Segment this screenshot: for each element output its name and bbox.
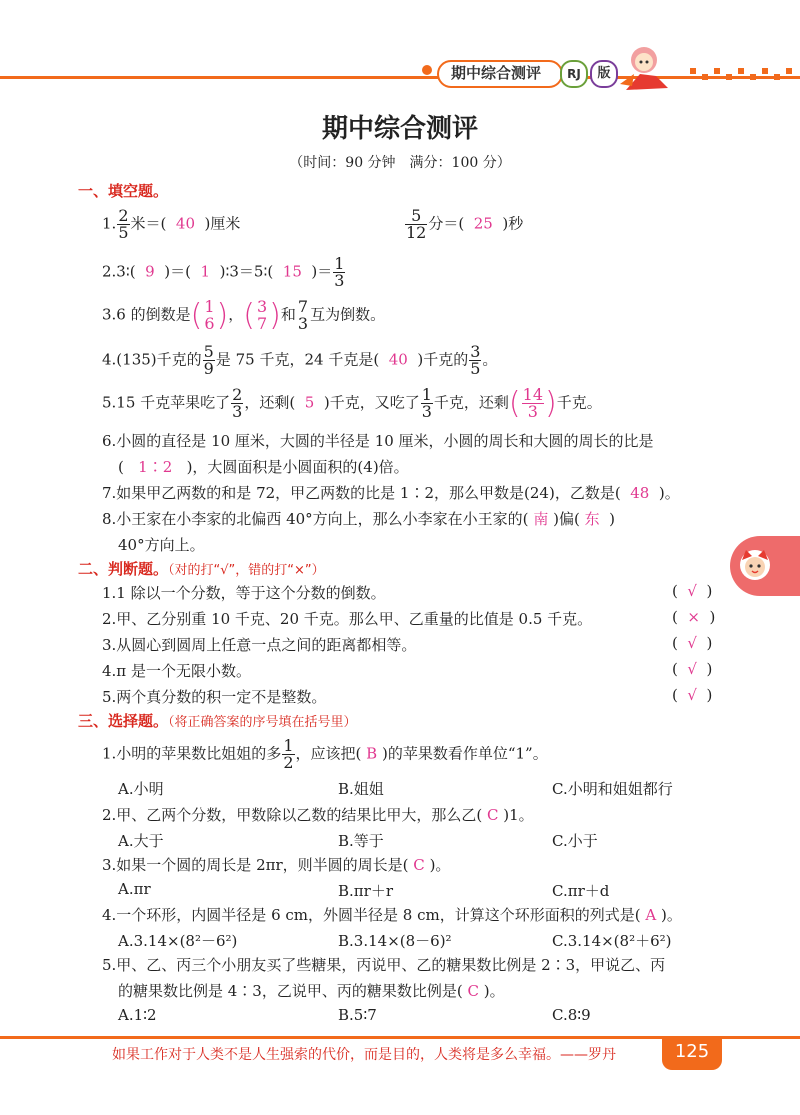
q6-line2: ( 1∶2 )，大圆面积是小圆面积的(4)倍。 [118, 458, 409, 476]
fraction: $\frac{3}{5}$ [470, 342, 481, 378]
answer: 40 [175, 214, 195, 233]
section2-heading: 二、判断题。（对的打“√”，错的打“×”） [78, 560, 325, 578]
answer: C [467, 982, 479, 1000]
s3-q5-line2: 的糖果数比例是 4∶3，乙说甲、丙的糖果数比例是( C )。 [118, 982, 505, 1000]
q1-fill-b: $\frac{5}{12}$ 分＝( 25 )秒 [406, 206, 524, 242]
judgement-item: 1.1 除以一个分数，等于这个分数的倒数。 [102, 584, 386, 602]
answer-mark: √ [687, 634, 697, 652]
option-b: B.姐姐 [338, 780, 384, 798]
q1-fill: 1. $\frac{2}{5}$ 米＝( 40 )厘米 [102, 206, 241, 242]
fraction: $\frac{5}{12}$ [406, 206, 427, 242]
fraction: 7 3 [297, 297, 309, 333]
judgement-answer: ( × ) [672, 608, 716, 626]
answer: A [645, 906, 657, 924]
banner-text: 期中综合测评 [451, 64, 542, 82]
judgement-answer: ( √ ) [672, 660, 713, 678]
answer: 东 [584, 510, 600, 528]
footer-quote: 如果工作对于人类不是人生强索的代价，而是目的，人类将是多么幸福。——罗丹 [112, 1047, 616, 1063]
s3-q4: 4.一个环形，内圆半径是 6 cm，外圆半径是 8 cm，计算这个环形面积的列式是( A )。 [102, 906, 682, 924]
judgement-item: 4.π 是一个无限小数。 [102, 662, 251, 680]
answer-mark: × [687, 608, 700, 626]
option-a: A.大于 [118, 832, 164, 850]
answer: 5 [304, 393, 315, 412]
answer: 48 [630, 484, 650, 502]
checker-pattern-icon [690, 68, 800, 80]
option-b: B.πr＋r [338, 882, 393, 900]
answer: 1 [200, 262, 211, 281]
s3-q5-line1: 5.甲、乙、丙三个小朋友买了些糖果，丙说甲、乙的糖果数比例是 2∶3，甲说乙、丙 [102, 956, 666, 974]
fraction: $\frac{1}{3}$ [421, 385, 432, 421]
answer: 9 [145, 262, 155, 281]
fraction: $\frac{1}{2}$ [283, 736, 294, 772]
page-number-tab [662, 1036, 722, 1070]
answer-fraction: 1 6 [204, 297, 215, 333]
answer: 南 [533, 510, 549, 528]
option-a: A.小明 [118, 780, 164, 798]
fraction: $\frac{2}{3}$ [232, 385, 243, 421]
option-c: C.小明和姐姐都行 [552, 780, 673, 798]
option-a: A.πr [118, 880, 151, 898]
answer-mark: √ [687, 686, 697, 704]
badge-rj: RJ [560, 60, 588, 88]
option-c: C.8∶9 [552, 1006, 591, 1024]
banner-dot-icon [422, 65, 432, 75]
q3-fill: 3.6 的倒数是( 1 6 )，( 3 7 )和 7 3 互为倒数。 [102, 297, 386, 333]
option-b: B.5∶7 [338, 1006, 377, 1024]
option-b: B.等于 [338, 832, 384, 850]
option-b: B.3.14×(8－6)² [338, 932, 452, 950]
q7-fill: 7.如果甲乙两数的和是 72，甲乙两数的比是 1∶2，那么甲数是(24)，乙数是( 48 )。 [102, 484, 680, 502]
answer: 25 [473, 214, 493, 233]
answer: B [366, 744, 378, 763]
fraction: $\frac{5}{9}$ [203, 342, 214, 378]
fraction: $\frac{2}{5}$ [118, 206, 129, 242]
judgement-answer: ( √ ) [672, 686, 713, 704]
q5-fill: 5.15 千克苹果吃了 $\frac{2}{3}$ ，还剩( 5 )千克，又吃了 $\frac{1}{3}$ 千克，还剩( $\frac{14}{3}$ )千克。 [102, 385, 602, 421]
header-bar [0, 0, 800, 95]
judgement-answer: ( √ ) [672, 582, 713, 600]
q8-line2: 40°方向上。 [118, 536, 205, 554]
answer: 15 [282, 262, 302, 281]
judgement-item: 5.两个真分数的积一定不是整数。 [102, 688, 327, 706]
option-a: A.1∶2 [118, 1006, 157, 1024]
s3-q1: 1.小明的苹果数比姐姐的多 $\frac{1}{2}$ ，应该把( B )的苹果数看作单位“1”。 [102, 736, 548, 772]
answer-fraction: $\frac{14}{3}$ [522, 385, 543, 421]
header-divider [0, 76, 800, 79]
answer-mark: √ [687, 660, 697, 678]
s3-q3: 3.如果一个圆的周长是 2πr，则半圆的周长是( C )。 [102, 856, 451, 874]
answer: 1∶2 [138, 458, 173, 476]
judgement-answer: ( √ ) [672, 634, 713, 652]
answer: C [413, 856, 425, 874]
answer: 40 [388, 350, 408, 369]
mascot-face-icon [738, 548, 772, 582]
section3-heading: 三、选择题。（将正确答案的序号填在括号里） [78, 712, 357, 730]
badge-ban: 版 [590, 60, 618, 88]
judgement-item: 2.甲、乙分别重 10 千克、20 千克。那么甲、乙重量的比值是 0.5 千克。 [102, 610, 593, 628]
fraction: $\frac{1}{3}$ [334, 254, 345, 290]
q6-line1: 6.小圆的直径是 10 厘米，大圆的半径是 10 厘米，小圆的周长和大圆的周长的比是 [102, 432, 654, 450]
answer-fraction: 3 7 [256, 297, 268, 333]
option-c: C.3.14×(8²＋6²) [552, 932, 672, 950]
option-c: C.小于 [552, 832, 598, 850]
q2-fill: 2.3∶( 9 )＝( 1 )∶3＝5∶( 15 )＝ $\frac{1}{3}$ [102, 254, 345, 290]
cartoon-girl-icon [616, 40, 672, 92]
page-title: 期中综合测评 [321, 114, 478, 144]
option-a: A.3.14×(8²－6²) [118, 932, 238, 950]
answer-mark: √ [687, 582, 697, 600]
section1-heading: 一、填空题。 [78, 182, 169, 200]
judgement-item: 3.从圆心到圆周上任意一点之间的距离都相等。 [102, 636, 417, 654]
s3-q2: 2.甲、乙两个分数，甲数除以乙数的结果比甲大，那么乙( C )1。 [102, 806, 534, 824]
option-c: C.πr＋d [552, 882, 610, 900]
page-subtitle: （时间：90 分钟 满分：100 分） [289, 155, 511, 171]
q4-fill: 4.(135)千克的 $\frac{5}{9}$ 是 75 千克，24 千克是( 40 )千克的 $\frac{3}{5}$ 。 [102, 342, 498, 378]
page-number: 125 [674, 1041, 710, 1062]
answer: C [486, 806, 499, 824]
q8-line1: 8.小王家在小李家的北偏西 40°方向上，那么小李家在小王家的( 南 )偏( 东 ) [102, 510, 616, 528]
